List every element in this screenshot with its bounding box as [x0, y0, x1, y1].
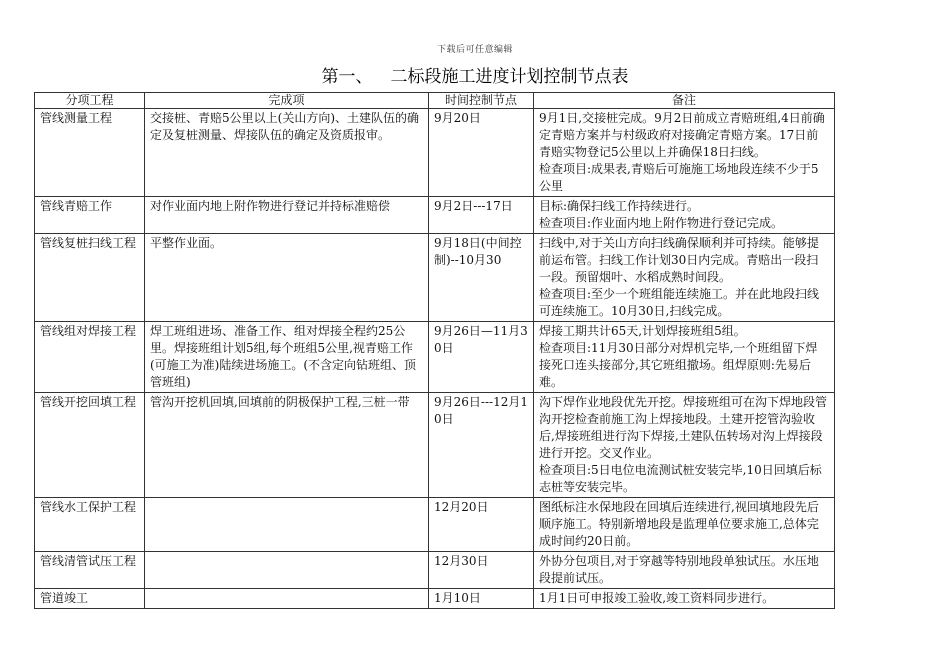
cell-item: 管线组对焊接工程 — [35, 322, 145, 393]
cell-work: 交接桩、青赔5公里以上(关山方向)、土建队伍的确定及复桩测量、焊接队伍的确定及资质报审。 — [145, 109, 429, 197]
cell-work — [145, 498, 429, 552]
header-item: 分项工程 — [35, 93, 145, 109]
schedule-table — [34, 92, 835, 609]
cell-remark — [534, 234, 835, 322]
remark-line: 图纸标注水保地段在回填后连续进行,视回填地段先后顺序施工。特别新增地段是监理单位要求施工,总体完成时间约20日前。 — [539, 500, 819, 548]
cell-time: 1月10日 — [429, 589, 534, 609]
remark-line: 9月1日,交接桩完成。9月2日前成立青赔班组,4日前确定青赔方案并与村级政府对接确定青赔方案。17日前青赔实物登记5公里以上并确保18日扫线。 — [539, 111, 825, 159]
cell-item: 管线青赔工作 — [35, 197, 145, 234]
table-row — [35, 589, 835, 609]
cell-work — [145, 589, 429, 609]
cell-item: 管线测量工程 — [35, 109, 145, 197]
remark-line: 沟下焊作业地段优先开挖。焊接班组可在沟下焊地段管沟开挖检查前施工沟上焊接地段。土建开挖管沟验收后,焊接班组进行沟下焊接,土建队伍转场对沟上焊接段进行开挖。交叉作业。 — [539, 395, 828, 460]
cell-work: 焊工班组进场、准备工作、组对焊接全程约25公里。焊接班组计划5组,每个班组5公里,视青赔工作(可施工为准)陆续进场施工。(不含定向钻班组、顶管班组) — [145, 322, 429, 393]
cell-time: 9月18日(中间控制)--10月30 — [429, 234, 534, 322]
cell-remark — [534, 589, 835, 609]
table-row — [35, 498, 835, 552]
cell-time: 12月20日 — [429, 498, 534, 552]
cell-time: 9月26日---12月10日 — [429, 393, 534, 498]
cell-item: 管线复桩扫线工程 — [35, 234, 145, 322]
header-work: 完成项 — [145, 93, 429, 109]
remark-line: 焊接工期共计65天,计划焊接班组5组。 — [539, 324, 746, 338]
cell-item: 管线清管试压工程 — [35, 552, 145, 589]
remark-check: 检查项目:至少一个班组能连续施工。并在此地段扫线可连续施工。10月30日,扫线完成。 — [539, 287, 820, 318]
remark-check: 检查项目:成果表,青赔后可施施工场地段连续不少于5公里 — [539, 162, 819, 193]
remark-line: 外协分包项目,对于穿越等特别地段单独试压。水压地段提前试压。 — [539, 554, 819, 585]
cell-remark — [534, 393, 835, 498]
table-header-row — [35, 93, 835, 109]
page-title — [0, 62, 950, 87]
table-row — [35, 197, 835, 234]
table-row — [35, 393, 835, 498]
header-remark: 备注 — [534, 93, 835, 109]
remark-line: 目标:确保扫线工作持续进行。 — [539, 199, 700, 213]
header-note: 下载后可任意编辑 — [436, 45, 513, 55]
cell-remark — [534, 109, 835, 197]
remark-check: 检查项目:作业面内地上附作物进行登记完成。 — [539, 216, 784, 230]
remark-check: 检查项目:5日电位电流测试桩安装完毕,10日回填后标志桩等安装完毕。 — [539, 463, 822, 494]
cell-remark — [534, 197, 835, 234]
remark-line: 扫线中,对于关山方向扫线确保顺利并可持续。能够提前运布管。扫线工作计划30日内完成。青赔出一段扫一段。预留烟叶、水稻成熟时间段。 — [539, 236, 819, 284]
cell-work: 管沟开挖机回填,回填前的阴极保护工程,三桩一带 — [145, 393, 429, 498]
cell-time: 12月30日 — [429, 552, 534, 589]
cell-remark — [534, 498, 835, 552]
cell-item: 管线开挖回填工程 — [35, 393, 145, 498]
remark-line: 1月1日可申报竣工验收,竣工资料同步进行。 — [539, 591, 775, 605]
table-row — [35, 322, 835, 393]
cell-remark — [534, 322, 835, 393]
cell-work: 平整作业面。 — [145, 234, 429, 322]
cell-time: 9月20日 — [429, 109, 534, 197]
cell-time: 9月2日---17日 — [429, 197, 534, 234]
remark-check: 检查项目:11月30日部分对焊机完毕,一个班组留下焊接死口连头接部分,其它班组撤场。组焊原则:先易后难。 — [539, 341, 818, 389]
table-row — [35, 109, 835, 197]
cell-item: 管道竣工 — [35, 589, 145, 609]
cell-work — [145, 552, 429, 589]
cell-item: 管线水工保护工程 — [35, 498, 145, 552]
cell-work: 对作业面内地上附作物进行登记并持标准赔偿 — [145, 197, 429, 234]
table-row — [35, 552, 835, 589]
cell-time: 9月26日—11月30日 — [429, 322, 534, 393]
title-number: 第一、 — [321, 67, 373, 87]
header-time: 时间控制节点 — [429, 93, 534, 109]
table-row — [35, 234, 835, 322]
title-text: 二标段施工进度计划控制节点表 — [390, 67, 629, 87]
cell-remark — [534, 552, 835, 589]
